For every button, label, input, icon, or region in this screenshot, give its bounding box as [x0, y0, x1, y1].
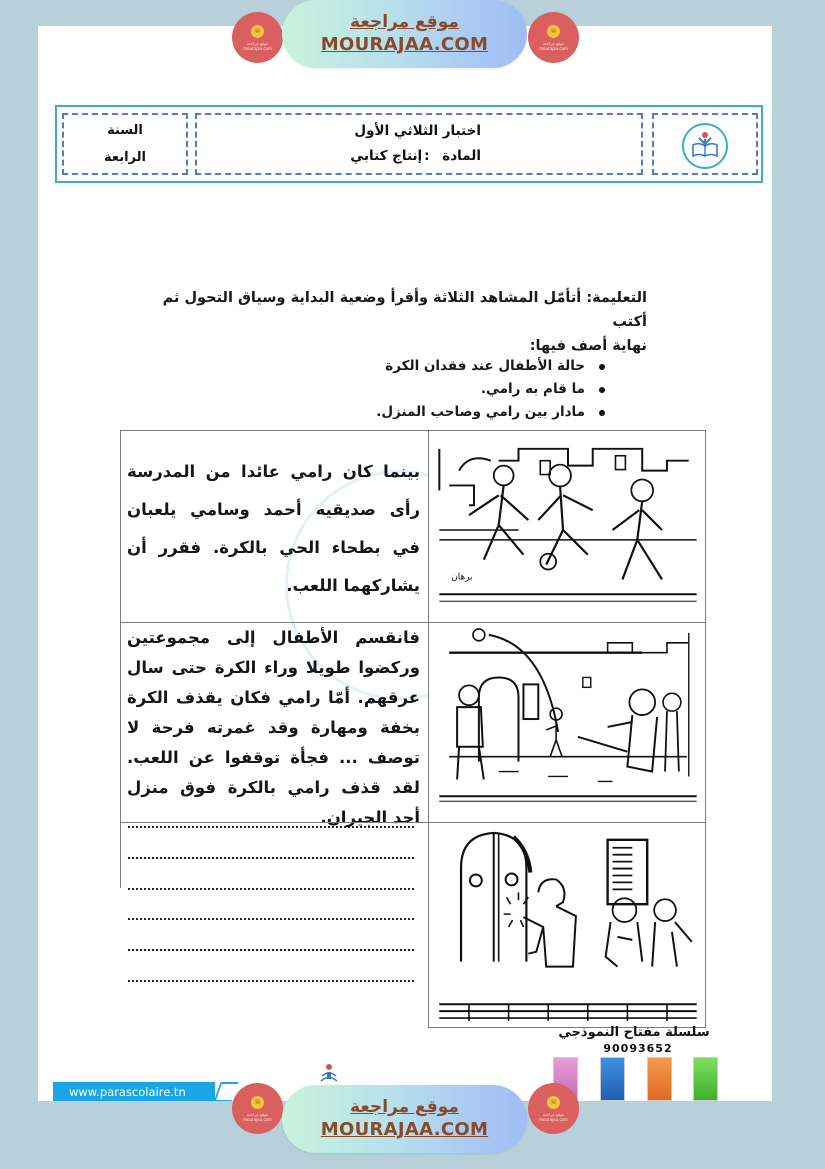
book-cover-2[interactable] [600, 1057, 625, 1101]
exam-header [55, 105, 763, 183]
badge-text-ar: موقع مراجعة [246, 40, 269, 46]
book-icon: ▤ [251, 1096, 264, 1109]
exam-title: اختبار الثلاثي الأول [354, 123, 481, 139]
parascolaire-logo-icon [682, 123, 728, 169]
subject-separator: : [424, 148, 430, 164]
bullet-item: مادار بين رامي وصاحب المنزل. [376, 401, 607, 424]
badge-text-en: mourajaa.com [539, 1116, 568, 1122]
scenes-table [120, 430, 706, 1028]
mourajaa-badge-right[interactable] [528, 12, 579, 63]
answer-line-4[interactable] [128, 918, 414, 920]
mourajaa-badge-right-bottom[interactable] [528, 1083, 579, 1134]
badge-text-ar: موقع مراجعة [246, 1111, 269, 1117]
badge-text-ar: موقع مراجعة [542, 1111, 565, 1117]
banner-arabic-text[interactable]: موقع مراجعة [350, 12, 459, 32]
mourajaa-banner-top[interactable] [282, 0, 527, 68]
grade-level-box [62, 113, 188, 175]
ministry-emblem-icon [318, 1062, 340, 1086]
exam-title-box [195, 113, 643, 175]
book-cover-4[interactable] [693, 1057, 718, 1101]
instruction-line-1: التعليمة: أتأمّل المشاهد الثلاثة وأقرأ وضعية البداية وسياق التحول ثم أكتب [162, 290, 647, 330]
subject-value: إنتاج كتابي [350, 148, 423, 164]
scene-2-text: فانقسم الأطفال إلى مجموعتين وركضوا طويلا وراء الكرة حتى سال عرقهم. أمّا رامي فكان يقذف الكرة بخفة ومهارة وقد غمرته فرحة لا توصف ... فجأة توقفوا عن اللعب. لقد قذف رامي بالكرة فوق منزل أحد الجيران. [120, 622, 429, 823]
banner-latin-text[interactable]: MOURAJAA.COM [320, 1119, 489, 1140]
scene-1-image [428, 430, 706, 623]
children-playing-football-illustration [429, 431, 705, 622]
subject-line [350, 148, 481, 164]
book-series-title: سلسلة مفتاح النموذجي [558, 1025, 710, 1040]
badge-text-en: mourajaa.com [243, 1116, 272, 1122]
scene-2-image [428, 622, 706, 823]
book-icon: ▤ [547, 25, 560, 38]
bullet-item: ما قام به رامي. [376, 378, 607, 401]
answer-line-1[interactable] [128, 826, 414, 828]
book-icon: ▤ [547, 1096, 560, 1109]
answer-line-2[interactable] [128, 857, 414, 859]
instruction-bullets [376, 355, 607, 424]
website-link[interactable]: www.parascolaire.tn [53, 1082, 215, 1102]
badge-text-ar: موقع مراجعة [542, 40, 565, 46]
scene-3-image [428, 822, 706, 1028]
book-icon: ▤ [251, 25, 264, 38]
badge-text-en: mourajaa.com [243, 45, 272, 51]
ball-kicked-over-house-illustration [429, 623, 705, 822]
contact-phone: 90093652 [603, 1042, 673, 1055]
banner-latin-text[interactable]: MOURAJAA.COM [320, 34, 489, 55]
subject-label: المادة [442, 148, 481, 164]
grade-level-line2: الرابعة [104, 150, 146, 165]
badge-text-en: mourajaa.com [539, 45, 568, 51]
scene-1-text: بينما كان رامي عائدا من المدرسة رأى صديقيه أحمد وسامي يلعبان في بطحاء الحي بالكرة. فقرر أن يشاركهما اللعب. [120, 430, 429, 623]
grade-level-line1: السنة [107, 123, 143, 138]
boy-knocking-on-door-illustration [429, 823, 705, 1027]
svg-text:برهان: برهان [451, 572, 473, 583]
answer-line-6[interactable] [128, 980, 414, 982]
banner-arabic-text[interactable]: موقع مراجعة [350, 1097, 459, 1117]
book-cover-3[interactable] [647, 1057, 672, 1101]
bullet-item: حالة الأطفال عند فقدان الكرة [376, 355, 607, 378]
mourajaa-banner-bottom[interactable] [282, 1085, 527, 1153]
answer-line-5[interactable] [128, 949, 414, 951]
answer-line-3[interactable] [128, 888, 414, 890]
mourajaa-badge-left-bottom[interactable] [232, 1083, 283, 1134]
logo-box [652, 113, 758, 175]
scene-3-answer-area [120, 822, 429, 888]
mourajaa-badge-left[interactable] [232, 12, 283, 63]
instruction-line-2: نهاية أصف فيها: [529, 338, 647, 354]
instruction-text [147, 286, 647, 358]
